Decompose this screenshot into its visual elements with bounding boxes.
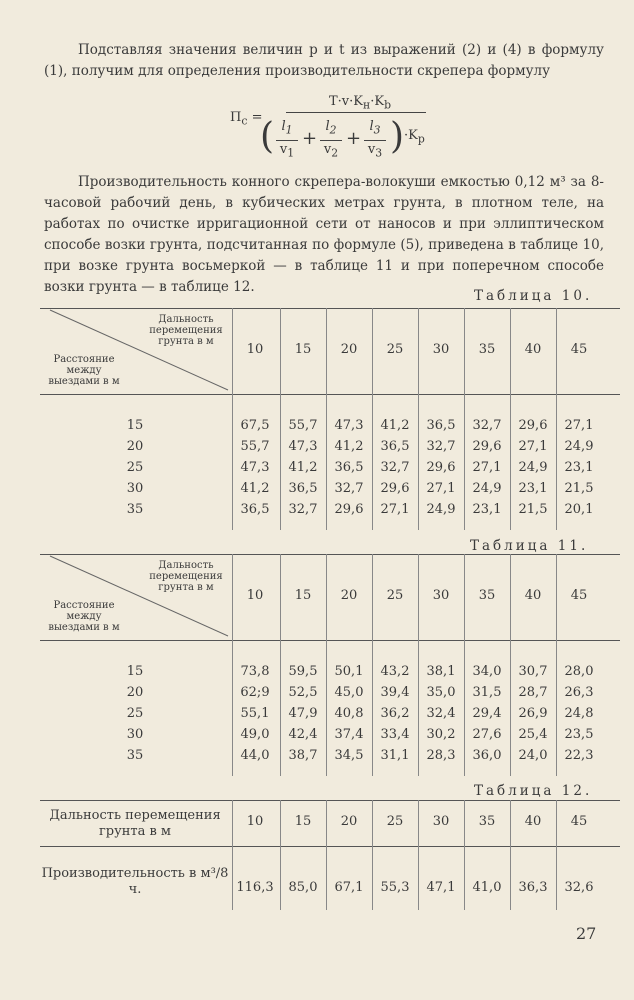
- row-label: 25: [126, 460, 144, 475]
- table-cell: 32,7: [380, 460, 410, 475]
- table-cell: 34,0: [472, 664, 502, 679]
- table-cell: 33,4: [380, 727, 410, 742]
- table-cell: 29,6: [426, 460, 456, 475]
- column-header: 35: [478, 814, 496, 829]
- table-cell: 27,1: [564, 418, 594, 433]
- column-header: 45: [570, 342, 588, 357]
- term-3: $\frac{l_3}{v_3}$: [364, 118, 386, 162]
- table-cell: 85,0: [288, 880, 318, 895]
- header-bottom-rule: [40, 394, 620, 395]
- table-cell: 29,6: [518, 418, 548, 433]
- table-cell: 25,4: [518, 727, 548, 742]
- plus-sign: +: [346, 128, 362, 149]
- open-paren: (: [260, 116, 275, 157]
- column-header: 15: [294, 588, 312, 603]
- productivity-formula: [230, 94, 440, 174]
- table-cell: 32,7: [334, 481, 364, 496]
- table-cell: 35,0: [426, 685, 456, 700]
- table-cell: 41,2: [240, 481, 270, 496]
- row-label: 15: [126, 418, 144, 433]
- corner-header-bottom: Расстояние между выездами в м: [48, 354, 120, 387]
- page-number: 27: [576, 924, 597, 943]
- table-cell: 49,0: [240, 727, 270, 742]
- table-cell: 32,7: [472, 418, 502, 433]
- table-cell: 38,1: [426, 664, 456, 679]
- table-cell: 36,0: [472, 748, 502, 763]
- table-cell: 38,7: [288, 748, 318, 763]
- table-cell: 47,9: [288, 706, 318, 721]
- table-cell: 36,5: [288, 481, 318, 496]
- column-header: 45: [570, 814, 588, 829]
- plus-sign: +: [302, 128, 318, 149]
- table-cell: 36,5: [240, 502, 270, 517]
- table-cell: 24,9: [426, 502, 456, 517]
- column-header: 25: [386, 588, 404, 603]
- table-cell: 28,3: [426, 748, 456, 763]
- table-cell: 42,4: [288, 727, 318, 742]
- row-label: 20: [126, 439, 144, 454]
- row-label: 20: [126, 685, 144, 700]
- table-cell: 32,7: [426, 439, 456, 454]
- table-cell: 31,1: [380, 748, 410, 763]
- table-cell: 28,0: [564, 664, 594, 679]
- table-cell: 116,3: [236, 880, 274, 895]
- table-cell: 24,0: [518, 748, 548, 763]
- table-cell: 23,1: [518, 481, 548, 496]
- column-header: 10: [246, 588, 264, 603]
- column-header: 25: [386, 814, 404, 829]
- column-header: 35: [478, 342, 496, 357]
- row-label: 35: [126, 502, 144, 517]
- table-cell: 55,7: [288, 418, 318, 433]
- column-header: 30: [432, 814, 450, 829]
- table11-caption: Таблица 11.: [470, 538, 589, 554]
- column-header: 20: [340, 342, 358, 357]
- table-cell: 41,2: [334, 439, 364, 454]
- table-cell: 34,5: [334, 748, 364, 763]
- description-paragraph: Производительность конного скрепера-волокуши емкостью 0,12 м³ за 8-часовой рабочий день, в кубических метрах грунта, в плотном теле, на работах по очистке ирригационной сети от наносов и при эллиптическом способе возки грунта, подсчитанная по формуле (5), приведена в таблице 10, при возке грунта восьмеркой — в таблице 11 и при поперечном способе возки грунта — в таблице 12.: [44, 174, 604, 295]
- table-cell: 27,1: [380, 502, 410, 517]
- table-cell: 24,9: [564, 439, 594, 454]
- column-header: 40: [524, 588, 542, 603]
- column-header: 20: [340, 814, 358, 829]
- table-cell: 29,6: [334, 502, 364, 517]
- table-cell: 24,8: [564, 706, 594, 721]
- header-bottom-rule: [40, 846, 620, 847]
- row-label-distance: Дальность перемещения грунта в м: [49, 808, 221, 839]
- table-cell: 21,5: [518, 502, 548, 517]
- table10-caption: Таблица 10.: [474, 288, 593, 304]
- column-header: 10: [246, 814, 264, 829]
- table-cell: 41,2: [380, 418, 410, 433]
- table-cell: 62;9: [240, 685, 270, 700]
- table-cell: 52,5: [288, 685, 318, 700]
- table-cell: 26,9: [518, 706, 548, 721]
- column-header: 15: [294, 342, 312, 357]
- table-cell: 24,9: [472, 481, 502, 496]
- table-cell: 21,5: [564, 481, 594, 496]
- column-header: 25: [386, 342, 404, 357]
- table-cell: 27,1: [426, 481, 456, 496]
- row-label: 25: [126, 706, 144, 721]
- table-cell: 47,3: [288, 439, 318, 454]
- table-cell: 36,5: [334, 460, 364, 475]
- corner-header-bottom: Расстояние между выездами в м: [48, 600, 120, 633]
- table-cell: 24,9: [518, 460, 548, 475]
- table-cell: 32,7: [288, 502, 318, 517]
- table12-caption: Таблица 12.: [474, 783, 593, 799]
- table-cell: 37,4: [334, 727, 364, 742]
- formula-denominator: [258, 118, 448, 164]
- table-cell: 29,4: [472, 706, 502, 721]
- table-cell: 22,3: [564, 748, 594, 763]
- table-cell: 26,3: [564, 685, 594, 700]
- table-cell: 30,2: [426, 727, 456, 742]
- table-cell: 27,1: [472, 460, 502, 475]
- table-cell: 55,3: [380, 880, 410, 895]
- table-cell: 41,2: [288, 460, 318, 475]
- term-1: $\frac{l_1}{v_1}$: [276, 118, 298, 162]
- table-cell: 41,0: [472, 880, 502, 895]
- table-cell: 40,8: [334, 706, 364, 721]
- table-cell: 44,0: [240, 748, 270, 763]
- column-header: 10: [246, 342, 264, 357]
- row-label: 30: [126, 727, 144, 742]
- table-cell: 43,2: [380, 664, 410, 679]
- formula-numerator: $T\cdot v\cdot K_н\cdot K_b$: [328, 94, 391, 112]
- table-cell: 59,5: [288, 664, 318, 679]
- table-cell: 23,5: [564, 727, 594, 742]
- close-paren: ): [390, 116, 405, 157]
- table-cell: 47,3: [240, 460, 270, 475]
- table-cell: 23,1: [564, 460, 594, 475]
- column-header: 40: [524, 814, 542, 829]
- row-label: 30: [126, 481, 144, 496]
- table-cell: 45,0: [334, 685, 364, 700]
- table-cell: 27,1: [518, 439, 548, 454]
- corner-header-top: Дальность перемещения грунта в м: [149, 560, 223, 593]
- column-header: 45: [570, 588, 588, 603]
- table-cell: 30,7: [518, 664, 548, 679]
- table-top-rule: [40, 800, 620, 801]
- table-cell: 28,7: [518, 685, 548, 700]
- table-cell: 36,3: [518, 880, 548, 895]
- table-cell: 36,5: [426, 418, 456, 433]
- table-cell: 29,6: [472, 439, 502, 454]
- row-label: 15: [126, 664, 144, 679]
- column-header: 40: [524, 342, 542, 357]
- table-cell: 55,7: [240, 439, 270, 454]
- column-header: 30: [432, 342, 450, 357]
- row-label-productivity: Производительность в м³/8 ч.: [41, 866, 229, 897]
- column-header: 35: [478, 588, 496, 603]
- table-cell: 50,1: [334, 664, 364, 679]
- row-label: 35: [126, 748, 144, 763]
- intro-paragraph: Подставляя значения величин p и t из выражений (2) и (4) в формулу (1), получим для определения производительности скрепера формулу: [44, 42, 604, 79]
- header-bottom-rule: [40, 640, 620, 641]
- table-cell: 73,8: [240, 664, 270, 679]
- table-cell: 31,5: [472, 685, 502, 700]
- column-header: 30: [432, 588, 450, 603]
- table-cell: 67,1: [334, 880, 364, 895]
- table-cell: 55,1: [240, 706, 270, 721]
- formula-lhs: $П_c$ =: [230, 110, 263, 128]
- table-cell: 36,5: [380, 439, 410, 454]
- fraction-bar: [286, 112, 426, 113]
- table-cell: 27,6: [472, 727, 502, 742]
- corner-header-top: Дальность перемещения грунта в м: [149, 314, 223, 347]
- term-2: $\frac{l_2}{v_2}$: [320, 118, 342, 162]
- table-cell: 23,1: [472, 502, 502, 517]
- column-header: 20: [340, 588, 358, 603]
- table-cell: 67,5: [240, 418, 270, 433]
- table-cell: 47,1: [426, 880, 456, 895]
- table-cell: 32,6: [564, 880, 594, 895]
- column-header: 15: [294, 814, 312, 829]
- formula-kp: $\cdot K_p$: [404, 128, 425, 146]
- table-cell: 36,2: [380, 706, 410, 721]
- table-cell: 20,1: [564, 502, 594, 517]
- table-cell: 32,4: [426, 706, 456, 721]
- table-cell: 39,4: [380, 685, 410, 700]
- table-cell: 47,3: [334, 418, 364, 433]
- table-cell: 29,6: [380, 481, 410, 496]
